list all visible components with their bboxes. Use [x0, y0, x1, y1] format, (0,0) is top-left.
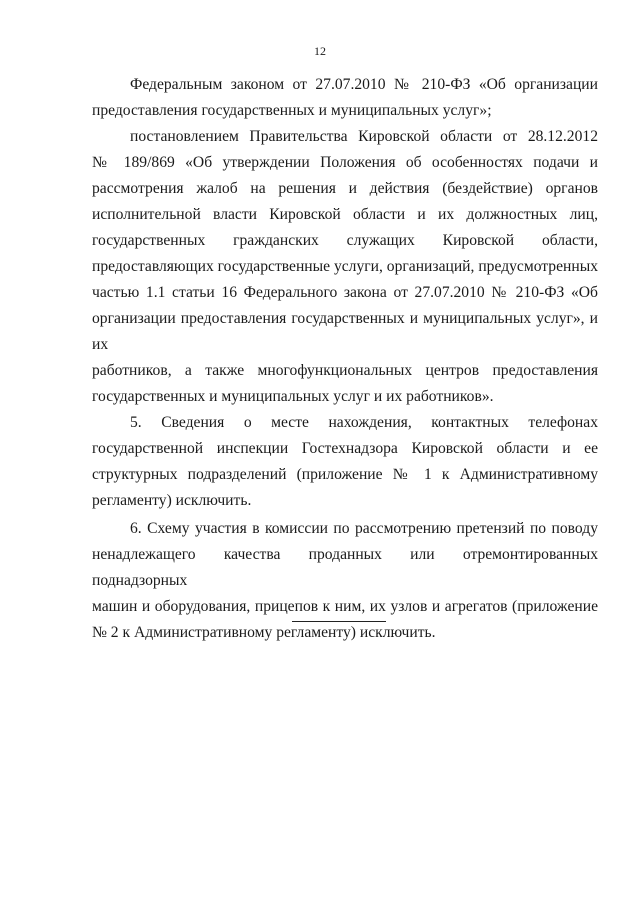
paragraph-federal-law	[92, 72, 598, 124]
text-line: государственных и муниципальных услуг и их работников».	[92, 388, 494, 405]
paragraph-item-6	[92, 516, 598, 646]
text-line: регламенту) исключить.	[92, 492, 252, 509]
text-line: 6. Схему участия в комиссии по рассмотрению претензий по поводу	[130, 520, 598, 537]
text-line: государственной инспекции Гостехнадзора Кировской области и ее	[92, 440, 598, 457]
text-line: постановлением Правительства Кировской области от 28.12.2012	[130, 128, 598, 145]
text-line: работников, а также многофункциональных центров предоставления	[92, 362, 598, 379]
text-line: № 2 к Административному регламенту) исключить.	[92, 624, 436, 641]
end-separator-line	[292, 621, 386, 622]
text-line: предоставления государственных и муниципальных услуг»;	[92, 102, 492, 119]
paragraph-item-5	[92, 410, 598, 514]
text-line: ненадлежащего качества проданных или отремонтированных поднадзорных	[92, 546, 598, 589]
text-line: № 189/869 «Об утверждении Положения об особенностях подачи и	[92, 154, 598, 171]
text-line: организации предоставления государственных и муниципальных услуг», и их	[92, 310, 598, 353]
text-line: Федеральным законом от 27.07.2010 № 210-ФЗ «Об организации	[130, 76, 598, 93]
text-line: машин и оборудования, прицепов к ним, их узлов и агрегатов (приложение	[92, 598, 598, 615]
page-number: 12	[314, 44, 326, 58]
text-line: государственных гражданских служащих Кировской области,	[92, 232, 598, 249]
text-line: исполнительной власти Кировской области и их должностных лиц,	[92, 206, 598, 223]
text-line: рассмотрения жалоб на решения и действия (бездействие) органов	[92, 180, 598, 197]
text-line: 5. Сведения о месте нахождения, контактных телефонах	[130, 414, 598, 431]
text-line: частью 1.1 статьи 16 Федерального закона от 27.07.2010 № 210-ФЗ «Об	[92, 284, 598, 301]
document-body	[92, 72, 598, 646]
paragraph-resolution	[92, 124, 598, 410]
text-line: структурных подразделений (приложение № 1 к Административному	[92, 466, 598, 483]
text-line: предоставляющих государственные услуги, организаций, предусмотренных	[92, 258, 598, 275]
